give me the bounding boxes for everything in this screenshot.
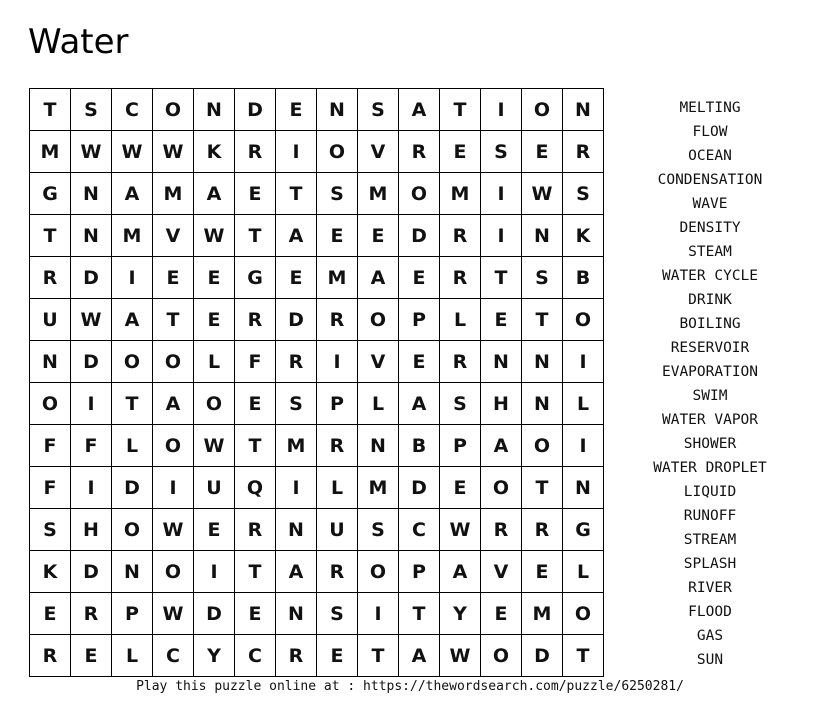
grid-cell[interactable]: B [563, 257, 604, 299]
grid-cell[interactable]: T [153, 299, 194, 341]
grid-cell[interactable]: T [235, 215, 276, 257]
word-list-item[interactable]: CONDENSATION [657, 172, 763, 188]
grid-cell[interactable]: S [71, 89, 112, 131]
grid-cell[interactable]: H [71, 509, 112, 551]
grid-cell[interactable]: K [194, 131, 235, 173]
grid-cell[interactable]: O [522, 89, 563, 131]
grid-cell[interactable]: P [440, 425, 481, 467]
grid-cell[interactable]: L [358, 383, 399, 425]
grid-cell[interactable]: W [153, 509, 194, 551]
word-list-item[interactable]: SUN [696, 652, 724, 668]
grid-cell[interactable]: O [399, 173, 440, 215]
grid-cell[interactable]: E [276, 257, 317, 299]
grid-cell[interactable]: R [440, 257, 481, 299]
grid-cell[interactable]: W [440, 635, 481, 677]
word-list-item[interactable]: RIVER [688, 580, 732, 596]
grid-cell[interactable]: U [194, 467, 235, 509]
grid-cell[interactable]: E [481, 593, 522, 635]
grid-cell[interactable]: L [440, 299, 481, 341]
grid-cell[interactable]: T [358, 635, 399, 677]
grid-cell[interactable]: R [440, 341, 481, 383]
word-list-item[interactable]: FLOOD [688, 604, 732, 620]
grid-row [30, 173, 604, 215]
grid-cell[interactable]: M [30, 131, 71, 173]
grid-cell[interactable]: Y [440, 593, 481, 635]
grid-cell[interactable]: O [194, 383, 235, 425]
grid-cell[interactable]: V [358, 341, 399, 383]
grid-cell[interactable]: I [276, 467, 317, 509]
grid-cell[interactable]: E [153, 257, 194, 299]
word-list-item[interactable]: DENSITY [679, 220, 741, 236]
grid-cell[interactable]: M [358, 467, 399, 509]
grid-cell[interactable]: O [563, 299, 604, 341]
grid-cell[interactable]: T [112, 383, 153, 425]
grid-cell[interactable]: O [522, 425, 563, 467]
grid-cell[interactable]: E [194, 299, 235, 341]
grid-cell[interactable]: T [522, 299, 563, 341]
grid-cell[interactable]: E [317, 215, 358, 257]
grid-row [30, 131, 604, 173]
word-list-item[interactable]: WATER CYCLE [661, 268, 759, 284]
grid-cell[interactable]: D [71, 551, 112, 593]
grid-cell[interactable]: F [235, 341, 276, 383]
word-list-item[interactable]: WATER VAPOR [661, 412, 759, 428]
grid-cell[interactable]: A [194, 173, 235, 215]
grid-cell[interactable]: Q [235, 467, 276, 509]
grid-cell[interactable]: T [30, 89, 71, 131]
grid-cell[interactable]: I [276, 131, 317, 173]
grid-cell[interactable]: O [563, 593, 604, 635]
grid-cell[interactable]: F [30, 467, 71, 509]
grid-cell[interactable]: T [276, 173, 317, 215]
grid-cell[interactable]: M [358, 173, 399, 215]
word-list-item[interactable]: BOILING [679, 316, 741, 332]
grid-cell[interactable]: R [317, 299, 358, 341]
word-list-item[interactable]: FLOW [692, 124, 728, 140]
grid-cell[interactable]: O [317, 131, 358, 173]
grid-row [30, 509, 604, 551]
page-title: Water [28, 22, 129, 62]
grid-cell[interactable]: N [563, 89, 604, 131]
grid-cell[interactable]: R [71, 593, 112, 635]
grid-row [30, 341, 604, 383]
grid-cell[interactable]: A [399, 635, 440, 677]
grid-cell[interactable]: P [399, 551, 440, 593]
grid-row [30, 299, 604, 341]
grid-cell[interactable]: I [481, 173, 522, 215]
grid-row [30, 551, 604, 593]
word-list-item[interactable]: GAS [696, 628, 724, 644]
word-search-grid [29, 88, 604, 677]
grid-cell[interactable]: A [112, 173, 153, 215]
grid-cell[interactable]: S [317, 593, 358, 635]
grid-cell[interactable]: D [399, 215, 440, 257]
grid-row [30, 467, 604, 509]
grid-cell[interactable]: R [30, 257, 71, 299]
grid-cell[interactable]: M [153, 173, 194, 215]
word-list-item[interactable]: SPLASH [683, 556, 737, 572]
grid-cell[interactable]: T [481, 257, 522, 299]
grid-cell[interactable]: S [358, 509, 399, 551]
word-list-item[interactable]: EVAPORATION [661, 364, 759, 380]
grid-cell[interactable]: G [30, 173, 71, 215]
grid-cell[interactable]: I [71, 467, 112, 509]
grid-cell[interactable]: R [276, 341, 317, 383]
letter-grid [29, 88, 604, 677]
grid-cell[interactable]: R [235, 299, 276, 341]
grid-cell[interactable]: N [563, 467, 604, 509]
grid-cell[interactable]: N [481, 341, 522, 383]
grid-cell[interactable]: L [317, 467, 358, 509]
grid-row [30, 89, 604, 131]
grid-cell[interactable]: M [522, 593, 563, 635]
grid-cell[interactable]: R [235, 509, 276, 551]
word-list-item[interactable]: SHOWER [683, 436, 737, 452]
grid-cell[interactable]: E [317, 635, 358, 677]
grid-cell[interactable]: N [71, 173, 112, 215]
grid-cell[interactable]: A [276, 551, 317, 593]
grid-cell[interactable]: E [399, 341, 440, 383]
grid-cell[interactable]: I [358, 593, 399, 635]
grid-cell[interactable]: B [399, 425, 440, 467]
grid-cell[interactable]: E [194, 257, 235, 299]
grid-cell[interactable]: S [522, 257, 563, 299]
grid-cell[interactable]: E [71, 635, 112, 677]
grid-cell[interactable]: W [194, 215, 235, 257]
grid-cell[interactable]: N [194, 89, 235, 131]
grid-cell[interactable]: N [317, 89, 358, 131]
grid-cell[interactable]: E [522, 551, 563, 593]
grid-cell[interactable]: R [481, 509, 522, 551]
grid-cell[interactable]: D [71, 341, 112, 383]
grid-cell[interactable]: T [399, 593, 440, 635]
grid-cell[interactable]: R [30, 635, 71, 677]
grid-cell[interactable]: N [522, 383, 563, 425]
grid-cell[interactable]: M [440, 173, 481, 215]
grid-cell[interactable]: A [399, 383, 440, 425]
grid-cell[interactable]: A [440, 551, 481, 593]
grid-cell[interactable]: I [563, 341, 604, 383]
grid-row [30, 383, 604, 425]
grid-cell[interactable]: S [481, 131, 522, 173]
grid-cell[interactable]: F [30, 425, 71, 467]
grid-cell[interactable]: C [235, 635, 276, 677]
grid-cell[interactable]: S [30, 509, 71, 551]
grid-cell[interactable]: A [358, 257, 399, 299]
word-list-item[interactable]: WAVE [692, 196, 728, 212]
grid-cell[interactable]: O [112, 509, 153, 551]
grid-cell[interactable]: D [194, 593, 235, 635]
grid-cell[interactable]: S [440, 383, 481, 425]
grid-cell[interactable]: W [153, 131, 194, 173]
grid-row [30, 593, 604, 635]
grid-cell[interactable]: V [481, 551, 522, 593]
grid-cell[interactable]: D [522, 635, 563, 677]
word-list-item[interactable]: RUNOFF [683, 508, 737, 524]
grid-cell[interactable]: W [112, 131, 153, 173]
grid-cell[interactable]: E [440, 131, 481, 173]
grid-cell[interactable]: M [112, 215, 153, 257]
grid-cell[interactable]: S [358, 89, 399, 131]
grid-cell[interactable]: D [235, 89, 276, 131]
grid-cell[interactable]: N [276, 509, 317, 551]
grid-cell[interactable]: L [563, 383, 604, 425]
grid-row [30, 425, 604, 467]
word-list-item[interactable]: WATER DROPLET [653, 460, 767, 476]
grid-cell[interactable]: I [481, 215, 522, 257]
grid-cell[interactable]: O [481, 635, 522, 677]
grid-cell[interactable]: W [71, 131, 112, 173]
word-list-item[interactable]: MELTING [679, 100, 741, 116]
grid-cell[interactable]: T [440, 89, 481, 131]
grid-cell[interactable]: T [235, 551, 276, 593]
grid-cell[interactable]: R [399, 131, 440, 173]
grid-cell[interactable]: E [481, 299, 522, 341]
grid-cell[interactable]: A [276, 215, 317, 257]
word-list-item[interactable]: SWIM [692, 388, 728, 404]
grid-cell[interactable]: L [112, 635, 153, 677]
grid-cell[interactable]: E [522, 131, 563, 173]
word-list-item[interactable]: LIQUID [683, 484, 737, 500]
grid-cell[interactable]: E [30, 593, 71, 635]
grid-cell[interactable]: F [71, 425, 112, 467]
grid-cell[interactable]: R [440, 215, 481, 257]
grid-row [30, 635, 604, 677]
word-list-item[interactable]: STREAM [683, 532, 737, 548]
grid-cell[interactable]: W [71, 299, 112, 341]
grid-cell[interactable]: N [276, 593, 317, 635]
grid-cell[interactable]: C [153, 635, 194, 677]
grid-cell[interactable]: G [235, 257, 276, 299]
grid-cell[interactable]: C [112, 89, 153, 131]
grid-cell[interactable]: N [522, 341, 563, 383]
footer-note: Play this puzzle online at : https://thewordsearch.com/puzzle/6250281/ [136, 679, 684, 694]
grid-cell[interactable]: P [112, 593, 153, 635]
word-list-item[interactable]: DRINK [688, 292, 732, 308]
grid-cell[interactable]: N [522, 215, 563, 257]
grid-cell[interactable]: L [112, 425, 153, 467]
grid-cell[interactable]: O [481, 467, 522, 509]
grid-cell[interactable]: I [194, 551, 235, 593]
grid-cell[interactable]: T [235, 425, 276, 467]
grid-cell[interactable]: I [112, 257, 153, 299]
grid-cell[interactable]: D [112, 467, 153, 509]
grid-cell[interactable]: I [481, 89, 522, 131]
grid-cell[interactable]: C [399, 509, 440, 551]
grid-cell[interactable]: E [235, 593, 276, 635]
grid-cell[interactable]: I [153, 467, 194, 509]
grid-row [30, 215, 604, 257]
grid-cell[interactable]: A [481, 425, 522, 467]
grid-row [30, 257, 604, 299]
grid-cell[interactable]: O [153, 341, 194, 383]
grid-cell[interactable]: R [276, 635, 317, 677]
grid-cell[interactable]: W [522, 173, 563, 215]
grid-cell[interactable]: R [317, 425, 358, 467]
word-list [612, 96, 808, 672]
grid-cell[interactable]: A [153, 383, 194, 425]
grid-cell[interactable]: A [112, 299, 153, 341]
word-list-item[interactable]: OCEAN [688, 148, 732, 164]
grid-cell[interactable]: G [563, 509, 604, 551]
grid-cell[interactable]: A [399, 89, 440, 131]
grid-cell[interactable]: D [276, 299, 317, 341]
grid-cell[interactable]: E [235, 383, 276, 425]
grid-cell[interactable]: Y [194, 635, 235, 677]
grid-cell[interactable]: E [399, 257, 440, 299]
grid-cell[interactable]: T [522, 467, 563, 509]
grid-cell[interactable]: O [153, 425, 194, 467]
grid-cell[interactable]: E [358, 215, 399, 257]
grid-cell[interactable]: N [30, 341, 71, 383]
grid-cell[interactable]: K [563, 215, 604, 257]
grid-cell[interactable]: N [358, 425, 399, 467]
grid-cell[interactable]: O [358, 551, 399, 593]
grid-cell[interactable]: O [30, 383, 71, 425]
grid-cell[interactable]: O [153, 89, 194, 131]
grid-cell[interactable]: E [194, 509, 235, 551]
grid-cell[interactable]: V [358, 131, 399, 173]
grid-cell[interactable]: T [30, 215, 71, 257]
grid-cell[interactable]: W [440, 509, 481, 551]
grid-cell[interactable]: E [276, 89, 317, 131]
grid-cell[interactable]: I [71, 383, 112, 425]
grid-cell[interactable]: R [235, 131, 276, 173]
grid-cell[interactable]: U [317, 509, 358, 551]
grid-cell[interactable]: W [153, 593, 194, 635]
grid-cell[interactable]: I [563, 425, 604, 467]
word-list-item[interactable]: STEAM [688, 244, 732, 260]
grid-cell[interactable]: O [358, 299, 399, 341]
grid-cell[interactable]: S [276, 383, 317, 425]
grid-cell[interactable]: N [112, 551, 153, 593]
grid-cell[interactable]: H [481, 383, 522, 425]
grid-cell[interactable]: S [317, 173, 358, 215]
grid-cell[interactable]: V [153, 215, 194, 257]
grid-cell[interactable]: R [563, 131, 604, 173]
grid-cell[interactable]: K [30, 551, 71, 593]
grid-cell[interactable]: L [563, 551, 604, 593]
grid-cell[interactable]: W [194, 425, 235, 467]
grid-cell[interactable]: S [563, 173, 604, 215]
grid-cell[interactable]: E [440, 467, 481, 509]
grid-cell[interactable]: D [399, 467, 440, 509]
grid-cell[interactable]: U [30, 299, 71, 341]
grid-cell[interactable]: M [276, 425, 317, 467]
grid-cell[interactable]: D [71, 257, 112, 299]
grid-cell[interactable]: M [317, 257, 358, 299]
grid-cell[interactable]: N [71, 215, 112, 257]
grid-cell[interactable]: T [563, 635, 604, 677]
grid-cell[interactable]: E [235, 173, 276, 215]
grid-cell[interactable]: O [153, 551, 194, 593]
grid-cell[interactable]: R [317, 551, 358, 593]
grid-cell[interactable]: O [112, 341, 153, 383]
grid-cell[interactable]: P [317, 383, 358, 425]
grid-cell[interactable]: P [399, 299, 440, 341]
grid-cell[interactable]: I [317, 341, 358, 383]
word-list-item[interactable]: RESERVOIR [670, 340, 750, 356]
grid-cell[interactable]: L [194, 341, 235, 383]
grid-cell[interactable]: R [522, 509, 563, 551]
